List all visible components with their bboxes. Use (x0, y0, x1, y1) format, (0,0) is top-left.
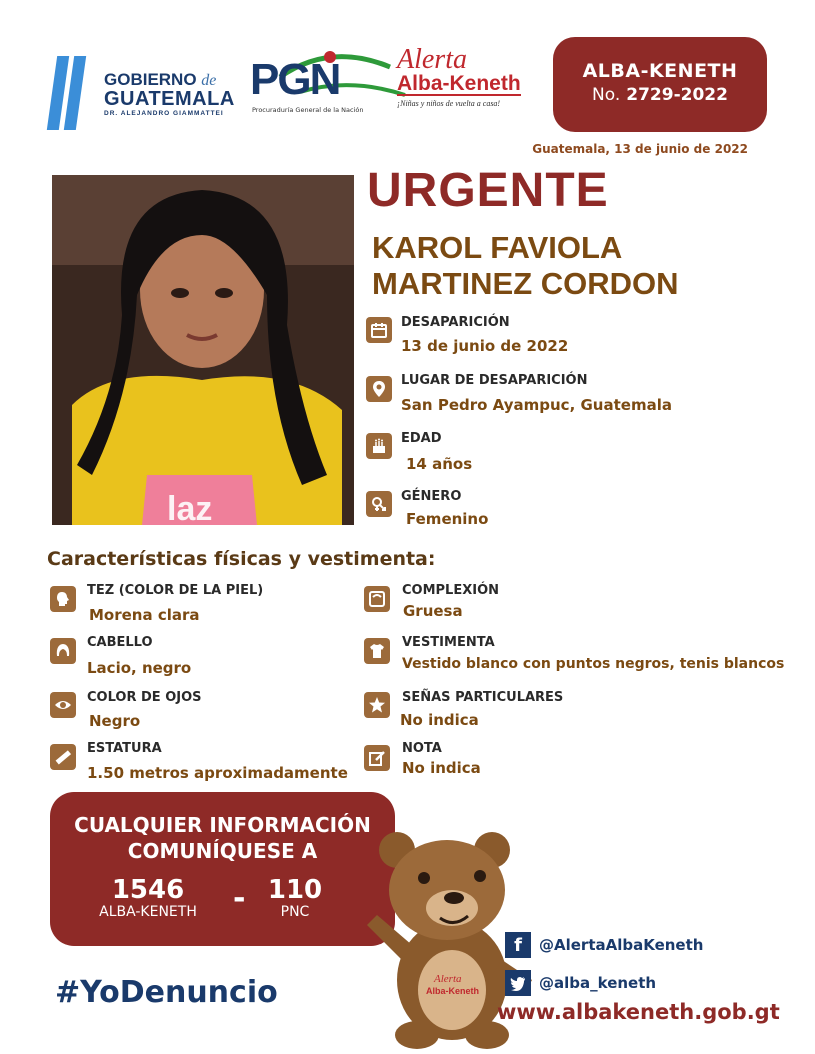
gobierno-logo-bars (52, 56, 96, 130)
pgn-subtitle: Procuraduría General de la Nación (252, 106, 364, 114)
pgn-logo (250, 55, 390, 125)
eye-icon (50, 692, 76, 718)
char-value-tez: Morena clara (89, 606, 200, 624)
char-label-nota: NOTA (402, 741, 442, 756)
missing-person-name (372, 230, 679, 302)
alerta-logo-tagline: ¡Niñas y niños de vuelta a casa! (397, 99, 501, 108)
twitter-handle[interactable]: @alba_keneth (539, 974, 657, 992)
issue-date: Guatemala, 13 de junio de 2022 (532, 142, 748, 156)
char-label-complexion: COMPLEXIÓN (402, 583, 500, 598)
char-label-ojos: COLOR DE OJOS (87, 690, 202, 705)
detail-label-desaparicion: DESAPARICIÓN (401, 315, 510, 330)
char-value-ojos: Negro (89, 712, 141, 730)
contact-number-2-label: PNC (280, 904, 310, 920)
alerta-logo-line1: Alerta (397, 44, 467, 75)
star-icon (364, 692, 390, 718)
gov-line1-de: de (201, 72, 217, 89)
detail-value-genero: Femenino (406, 510, 489, 528)
cake-icon (366, 433, 392, 459)
contact-line2: COMUNÍQUESE A (127, 839, 318, 863)
ruler-icon (50, 744, 76, 770)
hair-icon (50, 638, 76, 664)
gov-line3: DR. ALEJANDRO GIAMMATTEI (104, 110, 224, 117)
char-label-tez: TEZ (COLOR DE LA PIEL) (87, 583, 264, 598)
case-number-box (553, 37, 767, 132)
detail-label-genero: GÉNERO (401, 489, 462, 504)
twitter-icon (505, 970, 531, 996)
detail-value-desaparicion: 13 de junio de 2022 (401, 337, 569, 355)
facebook-link[interactable] (505, 932, 703, 958)
case-title: ALBA-KENETH (582, 60, 738, 82)
char-label-senas: SEÑAS PARTICULARES (402, 690, 564, 705)
shirt-icon (364, 638, 390, 664)
contact-number-2: 110 (267, 875, 323, 905)
contact-box (50, 792, 395, 946)
gov-line2: GUATEMALA (104, 88, 235, 110)
contact-number-pnc (255, 876, 335, 920)
hashtag: #YoDenuncio (55, 975, 278, 1010)
head-profile-icon (50, 586, 76, 612)
char-value-cabello: Lacio, negro (87, 659, 192, 677)
char-value-estatura: 1.50 metros aproximadamente (87, 764, 348, 782)
gender-icon (366, 491, 392, 517)
pgn-text: PGN (250, 55, 340, 104)
char-label-vestimenta: VESTIMENTA (402, 635, 495, 650)
twitter-link[interactable] (505, 970, 656, 996)
contact-number-1-label: ALBA-KENETH (99, 904, 197, 920)
pencil-note-icon (364, 745, 390, 771)
bear-logo-line1: Alerta (434, 973, 462, 985)
detail-label-lugar: LUGAR DE DESAPARICIÓN (401, 373, 588, 388)
characteristics-title: Características físicas y vestimenta: (47, 548, 436, 570)
name-line1: KAROL FAVIOLA (372, 230, 623, 265)
char-value-complexion: Gruesa (403, 602, 463, 620)
detail-value-lugar: San Pedro Ayampuc, Guatemala (401, 396, 672, 414)
contact-line1: CUALQUIER INFORMACIÓN (74, 813, 371, 837)
name-line2: MARTINEZ CORDON (372, 266, 679, 301)
alerta-logo (397, 46, 537, 108)
facebook-handle[interactable]: @AlertaAlbaKeneth (539, 936, 704, 954)
contact-number-alba (78, 876, 218, 920)
gobierno-logo (104, 70, 235, 119)
contact-separator: - (233, 881, 246, 916)
location-pin-icon (366, 376, 392, 402)
scale-icon (364, 586, 390, 612)
gov-line1: GOBIERNO (104, 70, 197, 89)
char-label-cabello: CABELLO (87, 635, 153, 650)
bear-logo-line2: Alba-Keneth (426, 986, 480, 996)
urgent-heading: URGENTE (367, 164, 609, 217)
char-label-estatura: ESTATURA (87, 741, 162, 756)
svg-text:laz: laz (167, 490, 213, 525)
case-no-label: No. (592, 85, 621, 105)
case-number: 2729-2022 (626, 85, 728, 105)
calendar-icon (366, 317, 392, 343)
website-link[interactable]: www.albakeneth.gob.gt (497, 1000, 780, 1024)
char-value-vestimenta: Vestido blanco con puntos negros, tenis blancos (402, 656, 785, 672)
facebook-icon: f (505, 932, 531, 958)
contact-heading (50, 812, 395, 864)
detail-value-edad: 14 años (406, 455, 473, 473)
char-value-senas: No indica (400, 711, 479, 729)
detail-label-edad: EDAD (401, 431, 442, 446)
contact-number-1: 1546 (111, 875, 185, 905)
alerta-logo-line2: Alba-Keneth (397, 72, 521, 95)
char-value-nota: No indica (402, 759, 481, 777)
missing-person-photo (52, 175, 354, 525)
